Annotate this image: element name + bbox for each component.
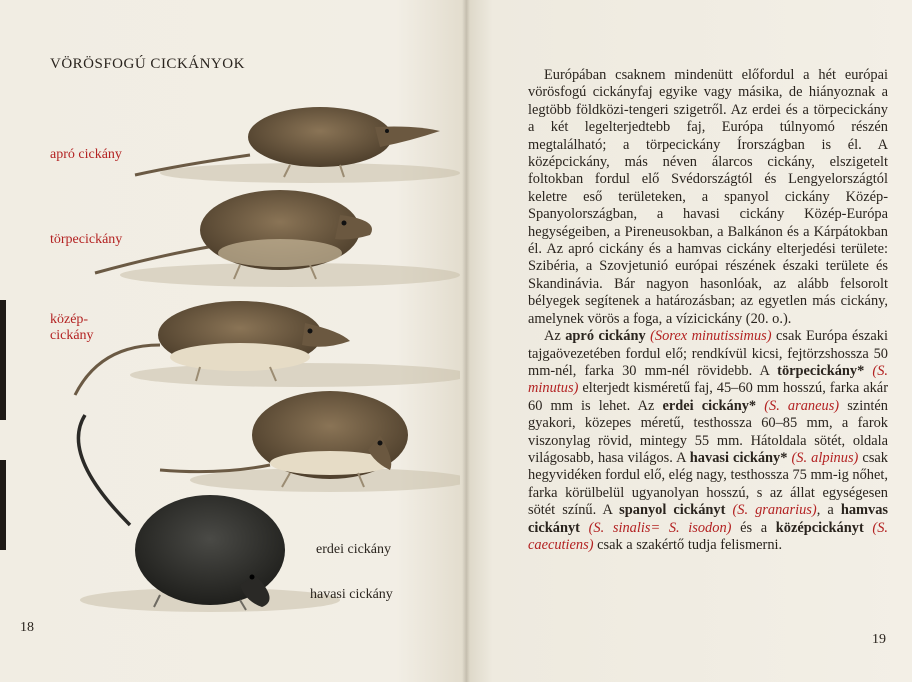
text-run: Az <box>544 328 566 345</box>
page-edge-mark <box>0 300 6 420</box>
shrew-apro-figure <box>135 107 460 183</box>
text-run: csak hegyvidéken fordul elő, elég nagy, testhossza 75 mm-ig nőhet, farka körülbelül ugyanolyan hosszú, s az állat egységesen sötét színű. A <box>528 449 889 519</box>
latin-name: (S. araneus) <box>756 397 840 414</box>
text-run: , a <box>816 502 841 519</box>
shrew-kozep-figure <box>75 301 460 395</box>
shrew-torpe-figure <box>95 190 460 287</box>
label-kozep-line2: cickány <box>50 328 94 343</box>
section-title: VÖRÖSFOGÚ CICKÁNYOK <box>50 56 245 72</box>
shrew-erdei-figure <box>160 391 460 492</box>
text-run: szintén gyakori, közepes méretű, testhossza 60–85 mm, a farok viszonylag rövid, mintegy 55 mm. Hátoldala sötét, oldala világosabb, hasa világos. A <box>528 397 888 466</box>
species-name-bold: spanyol cickányt <box>619 502 726 519</box>
label-kozep-line1: közép- <box>50 312 89 327</box>
paragraph-species <box>528 328 888 554</box>
book-gutter <box>462 0 470 682</box>
text-run: csak a szakértő tudja felismerni. <box>593 536 783 553</box>
label-kozepcickany <box>50 312 94 344</box>
text-run: csak Európa északi tajgaövezetében fordul elő; rendkívül kicsi, fejtörzshossza 50 mm-nél, farka 30 mm-nél rövidebb. A <box>528 328 888 379</box>
species-name-bold: törpecickány* <box>777 362 865 379</box>
latin-name: (S. alpinus) <box>787 449 859 466</box>
latin-name: (S. sinalis= S. isodon) <box>579 519 732 536</box>
paragraph-distribution: Európában csaknem mindenütt előfordul a hét európai vörösfogú cickányfaj egyike vagy másika, de hiányoznak a legtöbb földközi-tengeri szigetről. Az erdei és a törpecickány a két legelterjedtebb faj, Európa túlnyomó részén megtalálható; a törpecickány Írországban is él. A középcickány, más néven álarcos cickány, elszigetelt foltokban fordul elő Svédországtól és Lengyelországtól keletre eső területeken, a spanyol cickány Közép-Spanyolországban, a havasi cickány Közép-Európa hegységeiben, a Pireneusokban, a Balkánon és a Kárpátokban él. Az apró cickány és a hamvas cickány elterjedési területe: Szibéria, a Szovjetunió európai részének északi területe és Skandinávia. Bár nagyon hasonlóak, az alább felsorolt bélyegek segítenek a határozásban; az egyetlen más cickány, amelynek vörös a foga, a vízicickány (20. o.). <box>528 67 888 327</box>
body-text <box>528 67 888 554</box>
page-number-right: 19 <box>872 632 886 647</box>
species-name-bold: középcickányt <box>775 519 864 536</box>
species-name-bold: havasi cickány* <box>689 449 788 466</box>
latin-name: (S. minutus) <box>528 362 888 397</box>
species-name-bold: erdei cickány* <box>662 397 757 414</box>
shrew-illustration <box>40 95 460 625</box>
latin-name: (Sorex minutissimus) <box>645 328 772 345</box>
label-apro-cickany: apró cickány <box>50 147 122 162</box>
species-name-bold: apró cickány <box>565 328 646 345</box>
page-number-left: 18 <box>20 620 34 635</box>
text-run: és a <box>731 519 776 536</box>
text-run: elterjedt kisméretű faj, 45–60 mm hosszú, farka akár 60 mm is lehet. Az <box>528 380 888 414</box>
label-torpecickany: törpecickány <box>50 232 123 247</box>
page-edge-mark <box>0 460 6 550</box>
label-havasi-cickany: havasi cickány <box>310 587 393 602</box>
species-name-bold: hamvas cickányt <box>528 502 888 536</box>
latin-name: (S. caecutiens) <box>528 519 888 553</box>
label-erdei-cickany: erdei cickány <box>316 542 392 557</box>
latin-name: (S. granarius) <box>725 502 817 519</box>
